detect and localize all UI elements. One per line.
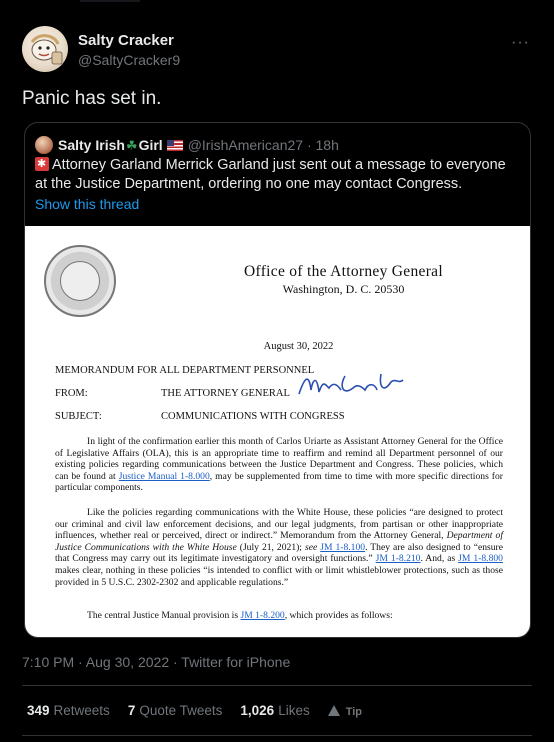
retweets-count: 349 [27,703,50,718]
para2-italic: Department of Justice Communications with the White House [55,530,503,553]
tweet-text: Panic has set in. [22,88,162,109]
jm-1-8-200-link[interactable]: JM 1-8.200 [240,610,285,621]
para2-see: see [304,541,318,553]
attached-image-memo[interactable] [25,226,531,638]
quoted-tweet-header [35,136,339,154]
memo-letterhead-city: Washington, D. C. 20530 [282,282,405,296]
para2-text-b: (July 21, 2021); [236,541,305,553]
quoted-avatar[interactable] [35,136,53,154]
more-options-icon[interactable]: ··· [511,34,530,51]
from-label: FROM: [55,388,88,399]
para2-text-a: Like the policies regarding communications with the White House, these policies “are designed to protect our criminal and civil law enforcement decisions, and our legal judgments, from partisan or other inappropriate influences, whether real or perceived, direct or indirect.” Memorandum from the Attorney General, [55,507,503,542]
tip-icon [328,705,340,716]
quoted-tweet-text [35,156,515,194]
quoted-name-part2: Girl [138,136,163,153]
quote-tweets-stat[interactable] [128,703,223,718]
memo-paragraph-3 [55,610,503,622]
tweet-timestamp[interactable]: 7:10 PM · Aug 30, 2022 · Twitter for iPhone [22,654,291,670]
memo-letterhead-office: Office of the Attorney General [244,263,443,280]
jm-1-8-800-link[interactable]: JM 1-8.800 [458,553,503,565]
para2-text-e: makes clear, nothing in these policies “is intended to conflict with or limit whistleblower protections, such as those provided in 5 U.S.C. 2302-2302 and applicable regulations.” [55,564,503,588]
memo-addressee: MEMORANDUM FOR ALL DEPARTMENT PERSONNEL [55,365,315,376]
show-thread-link[interactable]: Show this thread [35,196,140,212]
retweets-stat[interactable] [27,703,110,718]
shamrock-icon: ☘ [125,137,138,153]
divider-top [22,685,532,686]
doj-seal-icon [44,245,116,317]
likes-label: Likes [278,703,310,718]
subject-label: SUBJECT: [55,411,102,422]
memo-paragraph-2 [55,507,503,588]
siren-icon [35,157,49,171]
previous-tweet-stub [80,0,140,2]
jm-1-8-210-link[interactable]: JM 1-8.210 [375,553,421,565]
tip-label: Tip [345,706,362,718]
tweet-header [22,26,532,76]
display-name[interactable]: Salty Cracker [78,32,174,49]
quoted-name-part1: Salty Irish [58,136,125,153]
user-handle[interactable]: @SaltyCracker9 [78,52,181,68]
para2-text-d: . And, as [420,553,459,565]
signature-icon [295,370,407,402]
quoted-tweet[interactable] [24,122,531,638]
memo-date: August 30, 2022 [263,341,334,352]
justice-manual-link[interactable]: Justice Manual 1-8.000 [118,470,210,482]
avatar-cartoon-icon [22,26,68,72]
retweets-label: Retweets [53,703,110,718]
top-edge [0,0,554,6]
memo-paragraph-1 [55,436,503,494]
subject-value: COMMUNICATIONS WITH CONGRESS [161,411,345,422]
para2-text-c: . They are also designed to “ensure that Congress may carry out its legitimate investigatory and oversight functions.” [55,541,503,565]
divider-bottom [22,735,532,736]
engagement-stats [27,703,380,718]
likes-count: 1,026 [240,703,275,718]
para3-text-b: , which provides as follows: [284,610,393,621]
jm-1-8-100-link[interactable]: JM 1-8.100 [320,541,366,553]
quotes-label: Quote Tweets [139,703,223,718]
para1-text-a: In light of the confirmation earlier this month of Carlos Uriarte as Assistant Attorney General for the Office of Legislative Affairs (OLA), this is an appropriate time to reaffirm and remind all Department personnel of our existing policies regarding communications between the Justice Department and Congress. These policies, which can be found at [55,436,503,482]
us-flag-icon [167,140,183,151]
likes-stat[interactable] [240,703,309,718]
avatar[interactable] [22,26,68,72]
from-value: THE ATTORNEY GENERAL [161,388,290,399]
tip-button[interactable] [328,703,362,718]
quoted-handle-time[interactable]: @IrishAmerican27 · 18h [187,137,339,153]
para3-text-a: The central Justice Manual provision is [87,610,241,621]
quoted-text-body: Attorney Garland Merrick Garland just sent out a message to everyone at the Justice Department, ordering no one may contact Congress. [35,157,506,192]
quoted-display-name[interactable] [58,137,163,154]
para1-text-b: , may be supplemented from time to time with more specific directions for particular components. [55,470,503,494]
quotes-count: 7 [127,703,136,718]
